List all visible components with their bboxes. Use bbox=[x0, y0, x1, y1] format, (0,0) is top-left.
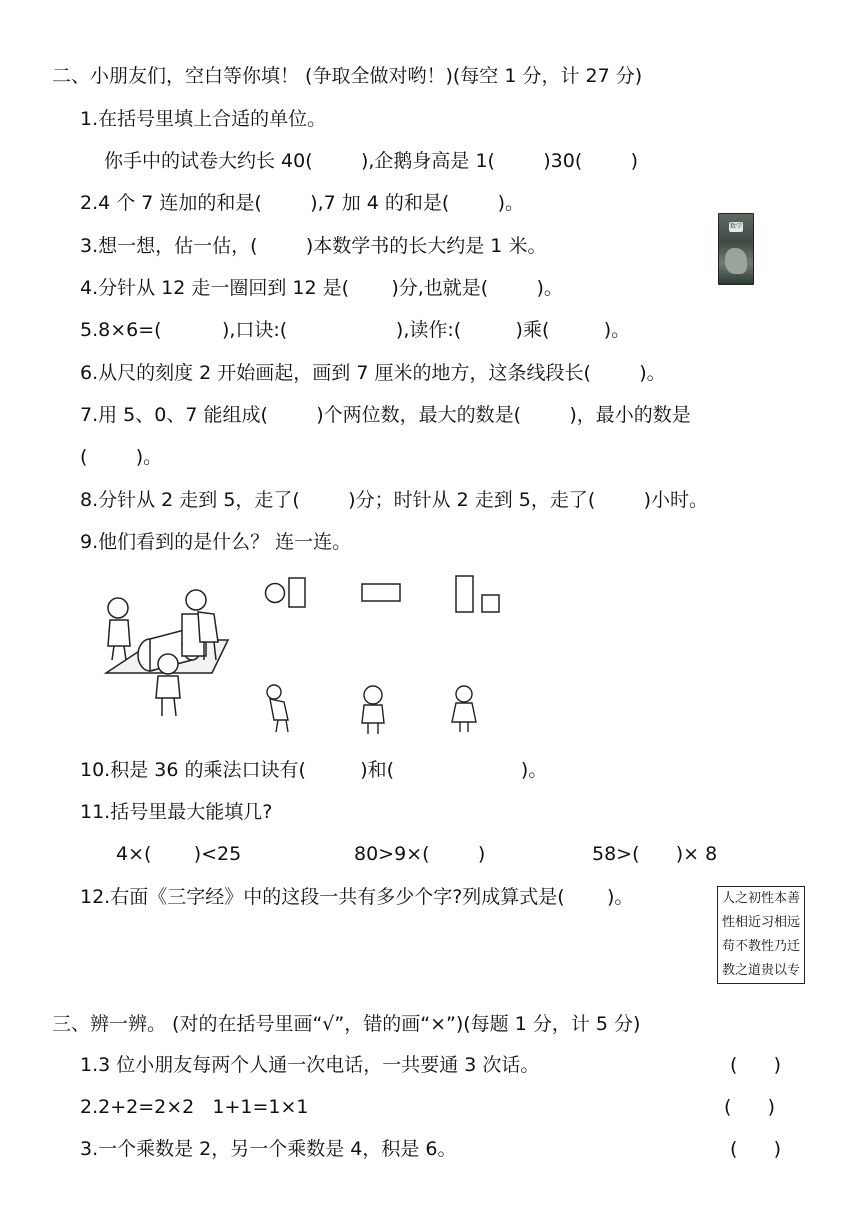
question-3: 3.想一想，估一估，( )本数学书的长大约是 1 米。 bbox=[80, 235, 547, 257]
question-11-b: 80>9×( ) bbox=[354, 843, 486, 865]
view-matching-figure bbox=[100, 568, 520, 740]
question-11-c: 58>( )× 8 bbox=[592, 843, 718, 865]
judge-answer-3: ( ) bbox=[730, 1138, 782, 1160]
question-2: 2.4 个 7 连加的和是( ),7 加 4 的和是( )。 bbox=[80, 192, 525, 214]
question-11: 11.括号里最大能填几? bbox=[80, 801, 273, 823]
question-11-a: 4×( )<25 bbox=[116, 843, 242, 865]
question-1-sub: 你手中的试卷大约长 40( ),企鹅身高是 1( )30( ) bbox=[104, 150, 638, 172]
question-12: 12.右面《三字经》中的这段一共有多少个字?列成算式是( )。 bbox=[80, 886, 634, 908]
judge-question-1: 1.3 位小朋友每两个人通一次电话，一共要通 3 次话。 bbox=[80, 1054, 540, 1076]
sanzijing-line-1: 人之初性本善 bbox=[721, 891, 800, 906]
section-3-title: 三、辨一辨。 (对的在括号里画“√”，错的画“×”)(每题 1 分，计 5 分) bbox=[52, 1013, 641, 1035]
question-6: 6.从尺的刻度 2 开始画起，画到 7 厘米的地方，这条线段长( )。 bbox=[80, 362, 666, 384]
child-figure-3 bbox=[452, 686, 476, 732]
sanzijing-box bbox=[717, 886, 805, 984]
sanzijing-line-2: 性相近习相远 bbox=[721, 915, 800, 930]
question-7: 7.用 5、0、7 能组成( )个两位数，最大的数是( )，最小的数是 bbox=[80, 404, 691, 426]
view-option-long-rectangle bbox=[362, 584, 400, 601]
view-option-circle-rectangle bbox=[266, 578, 306, 607]
book-cover-illustration bbox=[725, 248, 747, 274]
question-7-continued: ( )。 bbox=[80, 446, 163, 468]
question-1: 1.在括号里填上合适的单位。 bbox=[80, 108, 327, 130]
judge-answer-1: ( ) bbox=[730, 1054, 782, 1076]
child-figure-2 bbox=[362, 686, 384, 734]
question-4: 4.分针从 12 走一圈回到 12 是( )分,也就是( )。 bbox=[80, 277, 563, 299]
sanzijing-line-3: 苟不教性乃迁 bbox=[721, 939, 800, 954]
section-2-title: 二、小朋友们，空白等你填！ (争取全做对哟！)(每空 1 分，计 27 分) bbox=[52, 65, 643, 87]
sanzijing-line-4: 教之道贵以专 bbox=[721, 963, 800, 978]
question-8: 8.分针从 2 走到 5，走了( )分；时针从 2 走到 5，走了( )小时。 bbox=[80, 489, 709, 511]
question-9: 9.他们看到的是什么？ 连一连。 bbox=[80, 531, 352, 553]
judge-question-2: 2.2+2=2×2 1+1=1×1 bbox=[80, 1096, 309, 1118]
question-5: 5.8×6=( ),口诀:( ),读作:( )乘( )。 bbox=[80, 319, 631, 341]
book-cover-label: 数学 bbox=[729, 223, 742, 230]
math-book-image bbox=[718, 213, 754, 285]
table-scene-illustration bbox=[106, 590, 228, 716]
question-10: 10.积是 36 的乘法口诀有( )和( )。 bbox=[80, 759, 548, 781]
judge-answer-2: ( ) bbox=[724, 1096, 776, 1118]
judge-question-3: 3.一个乘数是 2，另一个乘数是 4，积是 6。 bbox=[80, 1138, 457, 1160]
view-option-tall-rectangle-square bbox=[456, 576, 499, 612]
child-figure-1 bbox=[267, 685, 288, 732]
